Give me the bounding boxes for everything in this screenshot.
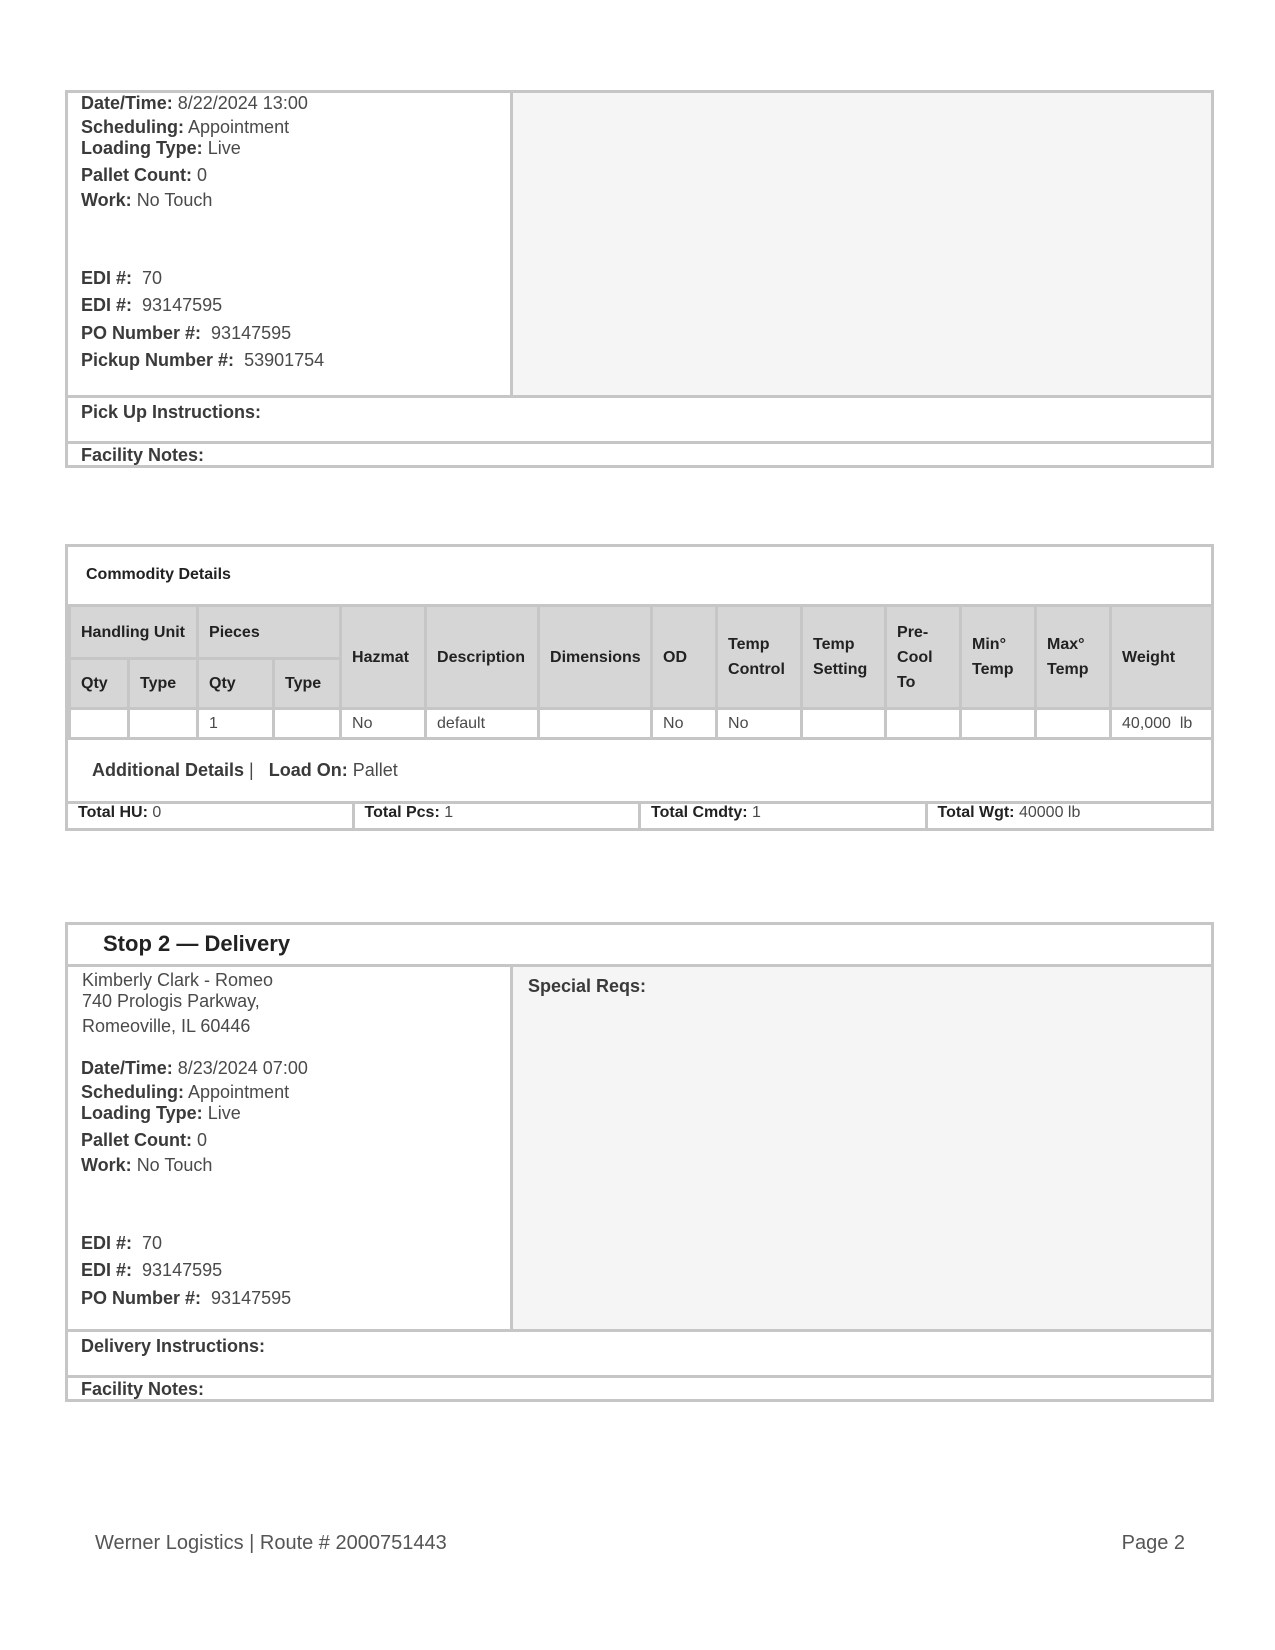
commodity-details-card bbox=[65, 544, 1214, 831]
stop-2-details bbox=[68, 967, 513, 1329]
special-reqs-label: Special Reqs: bbox=[528, 976, 647, 996]
header-precool: Pre-Cool To bbox=[886, 606, 961, 709]
cell-od: No bbox=[652, 709, 717, 739]
additional-details-row bbox=[68, 745, 1211, 804]
header-temp-setting: Temp Setting bbox=[802, 606, 886, 709]
header-hu-type: Type bbox=[129, 659, 198, 709]
total-wgt: Total Wgt: 40000 lb bbox=[937, 804, 1081, 821]
delivery-instructions-row bbox=[68, 1329, 1211, 1378]
cell-hu-type bbox=[129, 709, 198, 739]
datetime-field: Date/Time: 8/22/2024 13:00 bbox=[81, 93, 308, 113]
cell-temp-setting bbox=[802, 709, 886, 739]
scheduling-field: Scheduling: Appointment bbox=[81, 1082, 290, 1102]
datetime-field: Date/Time: 8/23/2024 07:00 bbox=[81, 1058, 308, 1078]
loading-type-field: Loading Type: Live bbox=[81, 138, 241, 158]
facility-notes-label: Facility Notes: bbox=[81, 1379, 205, 1399]
total-cmdty: Total Cmdty: 1 bbox=[641, 801, 928, 831]
cell-pc-qty: 1 bbox=[198, 709, 274, 739]
commodity-table bbox=[68, 604, 1214, 740]
cell-hazmat: No bbox=[341, 709, 426, 739]
cell-pc-type bbox=[274, 709, 341, 739]
facility-notes-label: Facility Notes: bbox=[81, 445, 205, 465]
stop-2-header bbox=[68, 925, 1211, 967]
header-temp-control: Temp Control bbox=[717, 606, 802, 709]
stop-1-right-panel bbox=[513, 93, 1211, 395]
cell-weight: 40,000 lb bbox=[1111, 709, 1213, 739]
facility-notes-row bbox=[68, 1375, 1211, 1405]
edi-field-2: EDI #: 93147595 bbox=[81, 1260, 223, 1280]
delivery-instructions-label: Delivery Instructions: bbox=[81, 1336, 266, 1356]
additional-details: Additional Details | Load On: Pallet bbox=[92, 760, 398, 780]
header-pc-qty: Qty bbox=[198, 659, 274, 709]
stop-2-card bbox=[65, 922, 1214, 1402]
totals-row bbox=[68, 801, 1211, 831]
header-description: Description bbox=[426, 606, 539, 709]
company-name: Kimberly Clark - Romeo bbox=[82, 970, 274, 990]
pickup-instructions-label: Pick Up Instructions: bbox=[81, 402, 262, 422]
facility-notes-row bbox=[68, 441, 1211, 471]
special-reqs-panel bbox=[513, 967, 1211, 1329]
footer-page-number: Page 2 bbox=[1121, 1532, 1185, 1554]
total-hu: Total HU: 0 bbox=[68, 801, 355, 831]
stop-1-details bbox=[68, 93, 513, 395]
header-weight: Weight bbox=[1111, 606, 1213, 709]
commodity-caption: Commodity Details bbox=[86, 566, 231, 583]
footer-route: Werner Logistics | Route # 2000751443 bbox=[95, 1532, 447, 1554]
edi-field-1: EDI #: 70 bbox=[81, 1233, 163, 1253]
address-line-1: 740 Prologis Parkway, bbox=[82, 991, 260, 1011]
cell-description: default bbox=[426, 709, 539, 739]
po-number-field: PO Number #: 93147595 bbox=[81, 1288, 292, 1308]
work-field: Work: No Touch bbox=[81, 1155, 213, 1175]
loading-type-field: Loading Type: Live bbox=[81, 1103, 241, 1123]
cell-precool bbox=[886, 709, 961, 739]
scheduling-field: Scheduling: Appointment bbox=[81, 117, 290, 137]
edi-field-2: EDI #: 93147595 bbox=[81, 295, 223, 315]
cell-max-temp bbox=[1036, 709, 1111, 739]
pickup-instructions-row bbox=[68, 395, 1211, 444]
edi-field-1: EDI #: 70 bbox=[81, 268, 163, 288]
header-hazmat: Hazmat bbox=[341, 606, 426, 709]
pallet-count-field: Pallet Count: 0 bbox=[81, 165, 208, 185]
header-pieces: Pieces bbox=[198, 606, 341, 659]
header-hu-qty: Qty bbox=[70, 659, 129, 709]
stop-1-card bbox=[65, 90, 1214, 468]
header-handling-unit: Handling Unit bbox=[70, 606, 198, 659]
total-pcs: Total Pcs: 1 bbox=[355, 801, 642, 831]
cell-hu-qty bbox=[70, 709, 129, 739]
header-max-temp: Max° Temp bbox=[1036, 606, 1111, 709]
po-number-field: PO Number #: 93147595 bbox=[81, 323, 292, 343]
work-field: Work: No Touch bbox=[81, 190, 213, 210]
stop-2-title: Stop 2 — Delivery bbox=[103, 931, 291, 956]
cell-temp-control: No bbox=[717, 709, 802, 739]
address-line-2: Romeoville, IL 60446 bbox=[82, 1016, 251, 1036]
cell-dimensions bbox=[539, 709, 652, 739]
header-min-temp: Min° Temp bbox=[961, 606, 1036, 709]
header-pc-type: Type bbox=[274, 659, 341, 709]
cell-min-temp bbox=[961, 709, 1036, 739]
pickup-number-field: Pickup Number #: 53901754 bbox=[81, 350, 325, 370]
header-od: OD bbox=[652, 606, 717, 709]
header-dimensions: Dimensions bbox=[539, 606, 652, 709]
pallet-count-field: Pallet Count: 0 bbox=[81, 1130, 208, 1150]
table-row bbox=[70, 709, 1213, 739]
